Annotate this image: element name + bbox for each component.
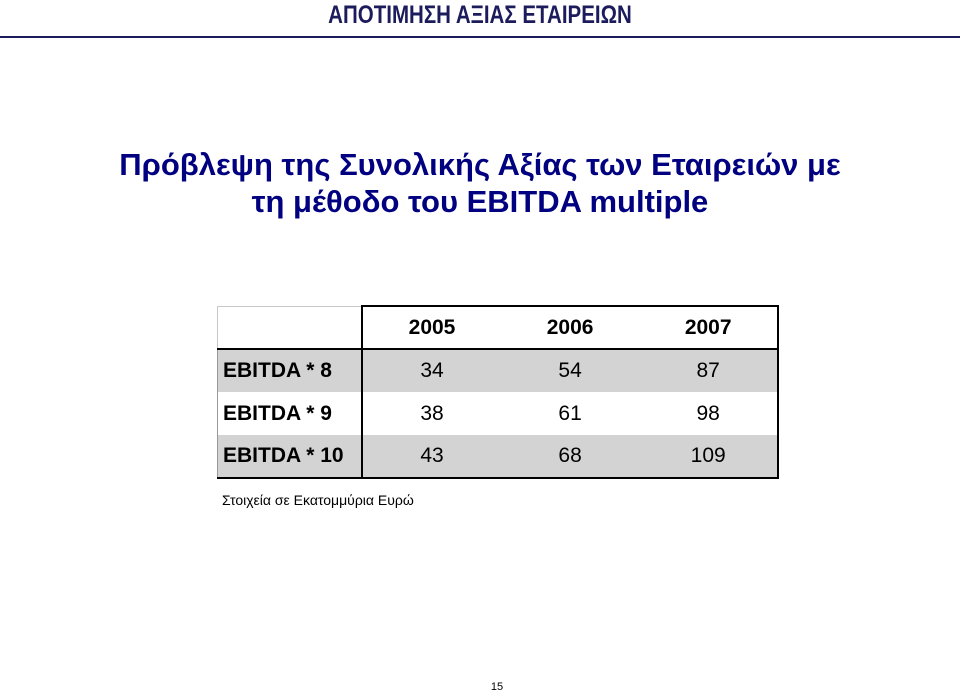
- table-row: [218, 392, 779, 435]
- main-title-line-2: τη μέθοδο του EBITDA multiple: [251, 184, 709, 219]
- table-cell: 98: [639, 392, 778, 435]
- table-cell: 109: [639, 435, 778, 478]
- column-header: 2007: [639, 306, 778, 349]
- header-title: ΑΠΟΤΙΜΗΣΗ ΑΞΙΑΣ ΕΤΑΙΡΕΙΩΝ: [328, 1, 632, 29]
- table-header-row: [218, 306, 779, 349]
- table-corner-cell: [218, 306, 363, 349]
- main-title: [20, 146, 940, 220]
- table-cell: 43: [362, 435, 501, 478]
- source-note: Στοιχεία σε Εκατομμύρια Ευρώ: [222, 492, 414, 508]
- header-divider: [0, 36, 960, 38]
- row-label: EBITDA * 8: [218, 349, 363, 392]
- main-title-line-1: Πρόβλεψη της Συνολικής Αξίας των Εταιρειών με: [119, 147, 841, 182]
- table-cell: 87: [639, 349, 778, 392]
- column-header: 2006: [501, 306, 640, 349]
- table-row: [218, 349, 779, 392]
- table-row: [218, 435, 779, 478]
- table-cell: 34: [362, 349, 501, 392]
- valuation-table: [217, 305, 779, 479]
- page-number: 15: [490, 681, 504, 693]
- row-label: EBITDA * 10: [218, 435, 363, 478]
- row-label: EBITDA * 9: [218, 392, 363, 435]
- table-cell: 61: [501, 392, 640, 435]
- column-header: 2005: [362, 306, 501, 349]
- table-cell: 68: [501, 435, 640, 478]
- table-cell: 54: [501, 349, 640, 392]
- table-cell: 38: [362, 392, 501, 435]
